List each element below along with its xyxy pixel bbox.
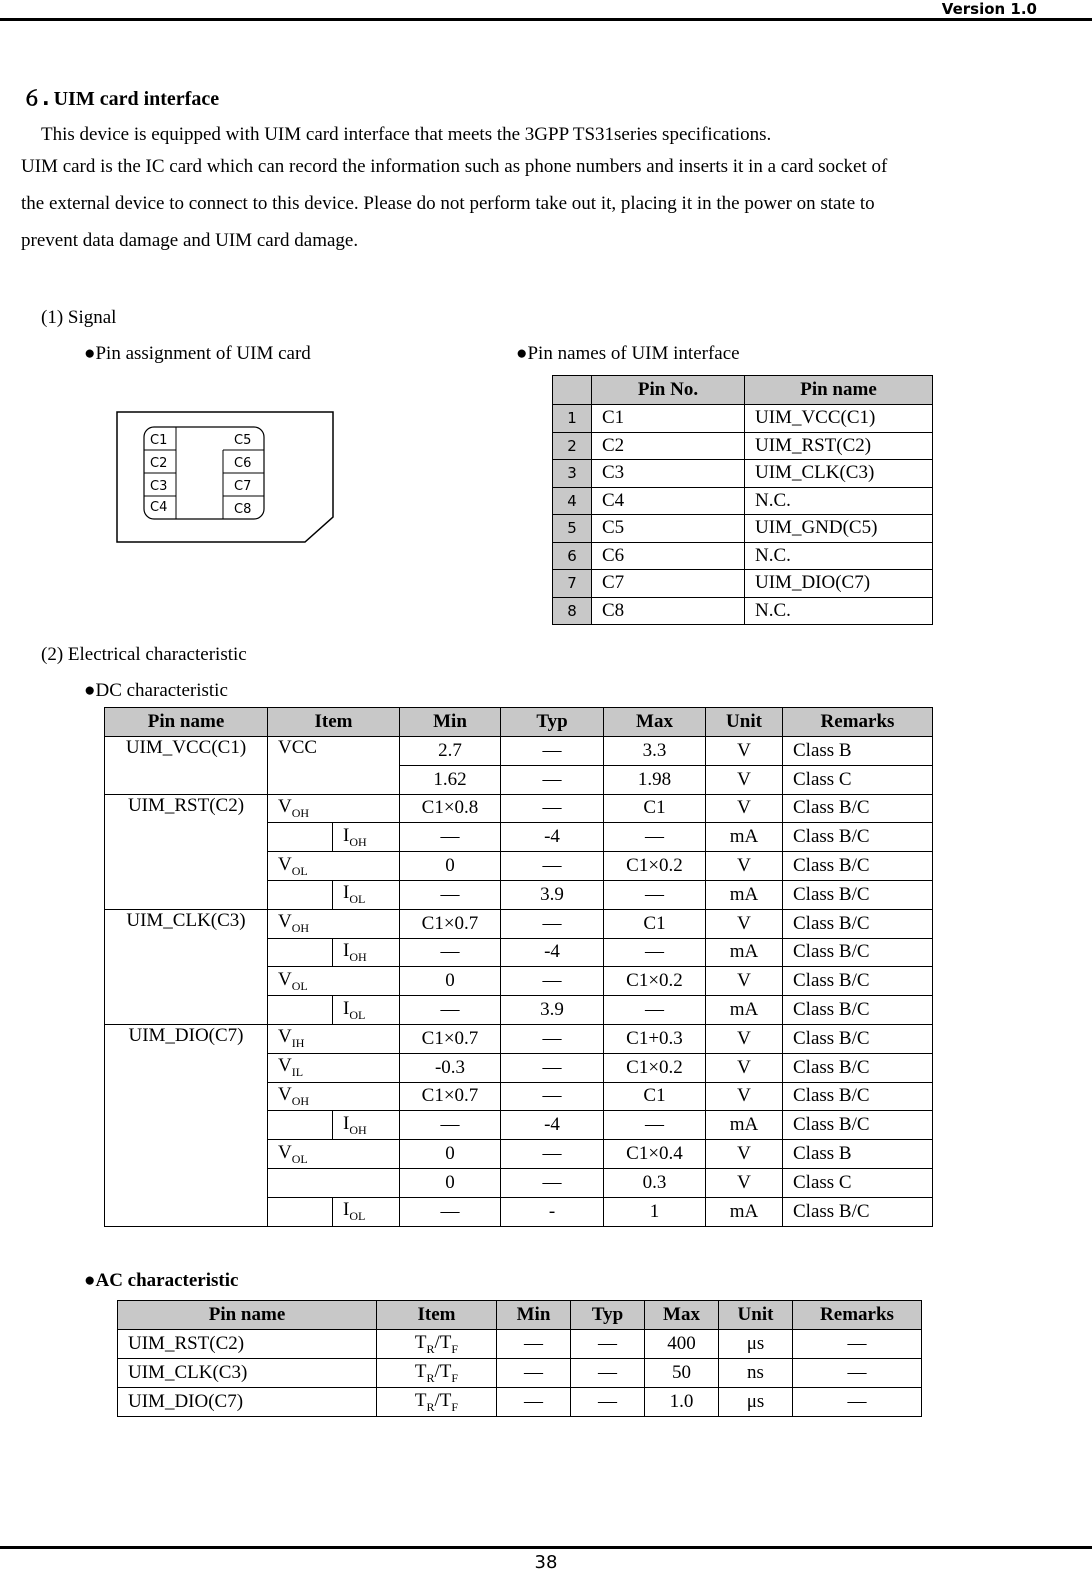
- dc-typ: —: [501, 1168, 604, 1197]
- dc-item-ioh: $I_{OH}$: [333, 823, 400, 852]
- contact-c4: C4: [150, 500, 168, 515]
- pin-name: UIM_VCC(C1): [745, 405, 933, 433]
- dc-item-vil: $V_{IL}$: [268, 1053, 400, 1082]
- page-number: 38: [534, 1552, 558, 1573]
- contact-c8: C8: [234, 502, 252, 517]
- dc-unit: V: [706, 1053, 783, 1082]
- dc-min: —: [400, 880, 501, 909]
- ac-item: $T_R/T_F$: [377, 1388, 497, 1417]
- dc-max: C1: [604, 794, 706, 823]
- dc-min: 1.62: [400, 765, 501, 794]
- dc-max: —: [604, 823, 706, 852]
- pin-names-table: [552, 375, 933, 625]
- dc-item-vcc: VCC: [268, 737, 400, 795]
- dc-item-spacer: [268, 938, 333, 967]
- pin-name: UIM_CLK(C3): [745, 460, 933, 488]
- pin-no: C5: [592, 515, 745, 543]
- table-row: [553, 432, 933, 460]
- pin-table-header-pin-no: Pin No.: [592, 376, 745, 405]
- table-row: [105, 737, 933, 766]
- contact-c3: C3: [150, 479, 168, 494]
- table-row: [553, 597, 933, 625]
- ac-item: $T_R/T_F$: [377, 1330, 497, 1359]
- dc-characteristic-label: ●DC characteristic: [84, 680, 228, 701]
- ac-header-item: Item: [377, 1301, 497, 1330]
- dc-item-spacer: [268, 880, 333, 909]
- dc-unit: V: [706, 1140, 783, 1169]
- pin-no: C3: [592, 460, 745, 488]
- pin-name: N.C.: [745, 597, 933, 625]
- dc-remarks: Class B/C: [783, 1197, 933, 1226]
- dc-remarks: Class B/C: [783, 1082, 933, 1111]
- dc-item-vol: $V_{OL}$: [268, 967, 400, 996]
- dc-item-spacer: [268, 823, 333, 852]
- dc-unit: V: [706, 737, 783, 766]
- dc-item-voh: $V_{OH}$: [268, 794, 400, 823]
- dc-min: C1×0.8: [400, 794, 501, 823]
- ac-item: $T_R/T_F$: [377, 1359, 497, 1388]
- dc-max: —: [604, 996, 706, 1025]
- row-index: 6: [553, 542, 592, 570]
- dc-min: 0: [400, 1168, 501, 1197]
- dc-item-voh: $V_{OH}$: [268, 1082, 400, 1111]
- dc-item-voh: $V_{OH}$: [268, 909, 400, 938]
- dc-typ: —: [501, 909, 604, 938]
- dc-typ: -4: [501, 1111, 604, 1140]
- table-row: [118, 1359, 922, 1388]
- dc-item-spacer: [268, 1111, 333, 1140]
- dc-typ: —: [501, 794, 604, 823]
- ac-unit: ns: [719, 1359, 793, 1388]
- dc-header-typ: Typ: [501, 708, 604, 737]
- dc-characteristic-table: [104, 707, 933, 1227]
- dc-item-spacer: [268, 996, 333, 1025]
- dc-min: —: [400, 938, 501, 967]
- dc-typ: -4: [501, 938, 604, 967]
- ac-remarks: —: [793, 1330, 922, 1359]
- pin-no: C2: [592, 432, 745, 460]
- intro-paragraph-1: This device is equipped with UIM card interface that meets the 3GPP TS31series specifications.: [41, 124, 772, 145]
- pin-name: UIM_RST(C2): [745, 432, 933, 460]
- ac-header-min: Min: [497, 1301, 571, 1330]
- row-index: 3: [553, 460, 592, 488]
- ac-min: —: [497, 1330, 571, 1359]
- ac-unit: μs: [719, 1330, 793, 1359]
- intro-paragraph-2-line-2: the external device to connect to this device. Please do not perform take out it, placing it in the power on state to: [21, 193, 875, 214]
- dc-pin-dio: UIM_DIO(C7): [105, 1024, 268, 1226]
- dc-min: 0: [400, 1140, 501, 1169]
- dc-unit: mA: [706, 938, 783, 967]
- dc-item-iol: $I_{OL}$: [333, 1197, 400, 1226]
- dc-typ: —: [501, 1082, 604, 1111]
- ac-pin-name: UIM_DIO(C7): [118, 1388, 377, 1417]
- dc-max: C1×0.2: [604, 967, 706, 996]
- dc-typ: —: [501, 765, 604, 794]
- dc-unit: V: [706, 765, 783, 794]
- dc-max: 3.3: [604, 737, 706, 766]
- ac-header-unit: Unit: [719, 1301, 793, 1330]
- section-number: ６.: [22, 86, 50, 110]
- pin-name: N.C.: [745, 487, 933, 515]
- pin-no: C8: [592, 597, 745, 625]
- dc-item-iol: $I_{OL}$: [333, 996, 400, 1025]
- pin-assignment-label: ●Pin assignment of UIM card: [84, 343, 311, 364]
- dc-typ: -4: [501, 823, 604, 852]
- dc-max: —: [604, 880, 706, 909]
- dc-item-spacer: [268, 1168, 400, 1197]
- ac-header-remarks: Remarks: [793, 1301, 922, 1330]
- dc-unit: V: [706, 1168, 783, 1197]
- table-row: [553, 515, 933, 543]
- dc-remarks: Class B/C: [783, 1024, 933, 1053]
- row-index: 8: [553, 597, 592, 625]
- ac-max: 50: [645, 1359, 719, 1388]
- dc-item-vol: $V_{OL}$: [268, 1140, 400, 1169]
- table-row: [553, 405, 933, 433]
- ac-pin-name: UIM_CLK(C3): [118, 1359, 377, 1388]
- dc-max: C1×0.2: [604, 852, 706, 881]
- pin-name: UIM_DIO(C7): [745, 570, 933, 598]
- ac-header-pin-name: Pin name: [118, 1301, 377, 1330]
- dc-unit: mA: [706, 1197, 783, 1226]
- dc-remarks: Class B: [783, 737, 933, 766]
- dc-max: C1+0.3: [604, 1024, 706, 1053]
- dc-unit: V: [706, 852, 783, 881]
- dc-max: C1: [604, 1082, 706, 1111]
- dc-unit: V: [706, 909, 783, 938]
- footer-rule: [0, 1546, 1092, 1549]
- dc-typ: —: [501, 1024, 604, 1053]
- intro-paragraph-2-line-1: UIM card is the IC card which can record the information such as phone numbers and inserts it in a card socket of: [21, 156, 888, 177]
- ac-characteristic-label: ●AC characteristic: [84, 1270, 239, 1291]
- dc-min: —: [400, 1197, 501, 1226]
- dc-unit: V: [706, 794, 783, 823]
- dc-pin-rst: UIM_RST(C2): [105, 794, 268, 909]
- dc-item-vih: $V_{IH}$: [268, 1024, 400, 1053]
- ac-min: —: [497, 1359, 571, 1388]
- card-outline: [117, 412, 333, 542]
- dc-typ: 3.9: [501, 880, 604, 909]
- dc-max: C1×0.4: [604, 1140, 706, 1169]
- ac-remarks: —: [793, 1359, 922, 1388]
- table-row: [105, 1024, 933, 1053]
- dc-remarks: Class B/C: [783, 823, 933, 852]
- dc-unit: mA: [706, 1111, 783, 1140]
- dc-item-ioh: $I_{OH}$: [333, 1111, 400, 1140]
- section-title-text: UIM card interface: [53, 88, 220, 110]
- dc-item-vol: $V_{OL}$: [268, 852, 400, 881]
- dc-unit: mA: [706, 996, 783, 1025]
- section-title: [22, 82, 219, 111]
- ac-typ: —: [571, 1388, 645, 1417]
- row-index: 2: [553, 432, 592, 460]
- dc-max: 1.98: [604, 765, 706, 794]
- pin-no: C7: [592, 570, 745, 598]
- pin-table-header-pin-name: Pin name: [745, 376, 933, 405]
- dc-remarks: Class C: [783, 1168, 933, 1197]
- dc-min: -0.3: [400, 1053, 501, 1082]
- dc-max: C1: [604, 909, 706, 938]
- dc-remarks: Class C: [783, 765, 933, 794]
- dc-typ: —: [501, 967, 604, 996]
- ac-min: —: [497, 1388, 571, 1417]
- dc-remarks: Class B/C: [783, 938, 933, 967]
- version-label: Version 1.0: [941, 0, 1037, 18]
- dc-item-spacer: [268, 1197, 333, 1226]
- ac-typ: —: [571, 1330, 645, 1359]
- dc-header-max: Max: [604, 708, 706, 737]
- ac-max: 400: [645, 1330, 719, 1359]
- dc-min: C1×0.7: [400, 909, 501, 938]
- dc-max: —: [604, 938, 706, 967]
- pin-name: N.C.: [745, 542, 933, 570]
- contact-c7: C7: [234, 479, 252, 494]
- dc-max: —: [604, 1111, 706, 1140]
- ac-header-max: Max: [645, 1301, 719, 1330]
- dc-max: C1×0.2: [604, 1053, 706, 1082]
- dc-item-ioh: $I_{OH}$: [333, 938, 400, 967]
- uim-card-diagram: [115, 402, 335, 552]
- dc-unit: V: [706, 967, 783, 996]
- dc-min: —: [400, 823, 501, 852]
- row-index: 1: [553, 405, 592, 433]
- dc-remarks: Class B/C: [783, 996, 933, 1025]
- dc-header-item: Item: [268, 708, 400, 737]
- row-index: 7: [553, 570, 592, 598]
- ac-remarks: —: [793, 1388, 922, 1417]
- contact-c1: C1: [150, 433, 168, 448]
- pin-names-label: ●Pin names of UIM interface: [516, 343, 740, 364]
- dc-min: C1×0.7: [400, 1024, 501, 1053]
- dc-typ: —: [501, 852, 604, 881]
- dc-remarks: Class B: [783, 1140, 933, 1169]
- dc-pin-vcc: UIM_VCC(C1): [105, 737, 268, 795]
- dc-remarks: Class B/C: [783, 794, 933, 823]
- header-rule: [0, 18, 1092, 21]
- dc-remarks: Class B/C: [783, 967, 933, 996]
- table-row: [553, 460, 933, 488]
- dc-typ: —: [501, 1140, 604, 1169]
- dc-typ: 3.9: [501, 996, 604, 1025]
- contact-c2: C2: [150, 456, 168, 471]
- dc-min: 0: [400, 852, 501, 881]
- dc-header-unit: Unit: [706, 708, 783, 737]
- table-row: [553, 570, 933, 598]
- dc-min: —: [400, 1111, 501, 1140]
- dc-min: C1×0.7: [400, 1082, 501, 1111]
- ac-max: 1.0: [645, 1388, 719, 1417]
- signal-heading: (1) Signal: [41, 307, 117, 328]
- dc-remarks: Class B/C: [783, 1053, 933, 1082]
- table-row: [105, 909, 933, 938]
- dc-typ: -: [501, 1197, 604, 1226]
- contact-c6: C6: [234, 456, 252, 471]
- dc-remarks: Class B/C: [783, 1111, 933, 1140]
- pin-name: UIM_GND(C5): [745, 515, 933, 543]
- dc-pin-clk: UIM_CLK(C3): [105, 909, 268, 1024]
- pin-no: C6: [592, 542, 745, 570]
- dc-typ: —: [501, 1053, 604, 1082]
- pin-table-header-index: [553, 376, 592, 405]
- dc-typ: —: [501, 737, 604, 766]
- dc-header-remarks: Remarks: [783, 708, 933, 737]
- contact-c5: C5: [234, 433, 252, 448]
- dc-remarks: Class B/C: [783, 852, 933, 881]
- ac-unit: μs: [719, 1388, 793, 1417]
- intro-paragraph-2-line-3: prevent data damage and UIM card damage.: [21, 230, 359, 251]
- dc-max: 1: [604, 1197, 706, 1226]
- electrical-heading: (2) Electrical characteristic: [41, 644, 247, 665]
- table-row: [553, 487, 933, 515]
- dc-min: 0: [400, 967, 501, 996]
- ac-pin-name: UIM_RST(C2): [118, 1330, 377, 1359]
- ac-header-typ: Typ: [571, 1301, 645, 1330]
- row-index: 4: [553, 487, 592, 515]
- pin-no: C1: [592, 405, 745, 433]
- dc-max: 0.3: [604, 1168, 706, 1197]
- dc-item-iol: $I_{OL}$: [333, 880, 400, 909]
- dc-min: 2.7: [400, 737, 501, 766]
- table-row: [105, 794, 933, 823]
- dc-remarks: Class B/C: [783, 880, 933, 909]
- table-row: [118, 1388, 922, 1417]
- dc-remarks: Class B/C: [783, 909, 933, 938]
- row-index: 5: [553, 515, 592, 543]
- ac-typ: —: [571, 1359, 645, 1388]
- table-row: [118, 1330, 922, 1359]
- pin-no: C4: [592, 487, 745, 515]
- ac-characteristic-table: [117, 1300, 922, 1417]
- dc-unit: mA: [706, 880, 783, 909]
- dc-unit: mA: [706, 823, 783, 852]
- dc-min: —: [400, 996, 501, 1025]
- table-row: [553, 542, 933, 570]
- dc-unit: V: [706, 1082, 783, 1111]
- dc-header-pin-name: Pin name: [105, 708, 268, 737]
- dc-header-min: Min: [400, 708, 501, 737]
- dc-unit: V: [706, 1024, 783, 1053]
